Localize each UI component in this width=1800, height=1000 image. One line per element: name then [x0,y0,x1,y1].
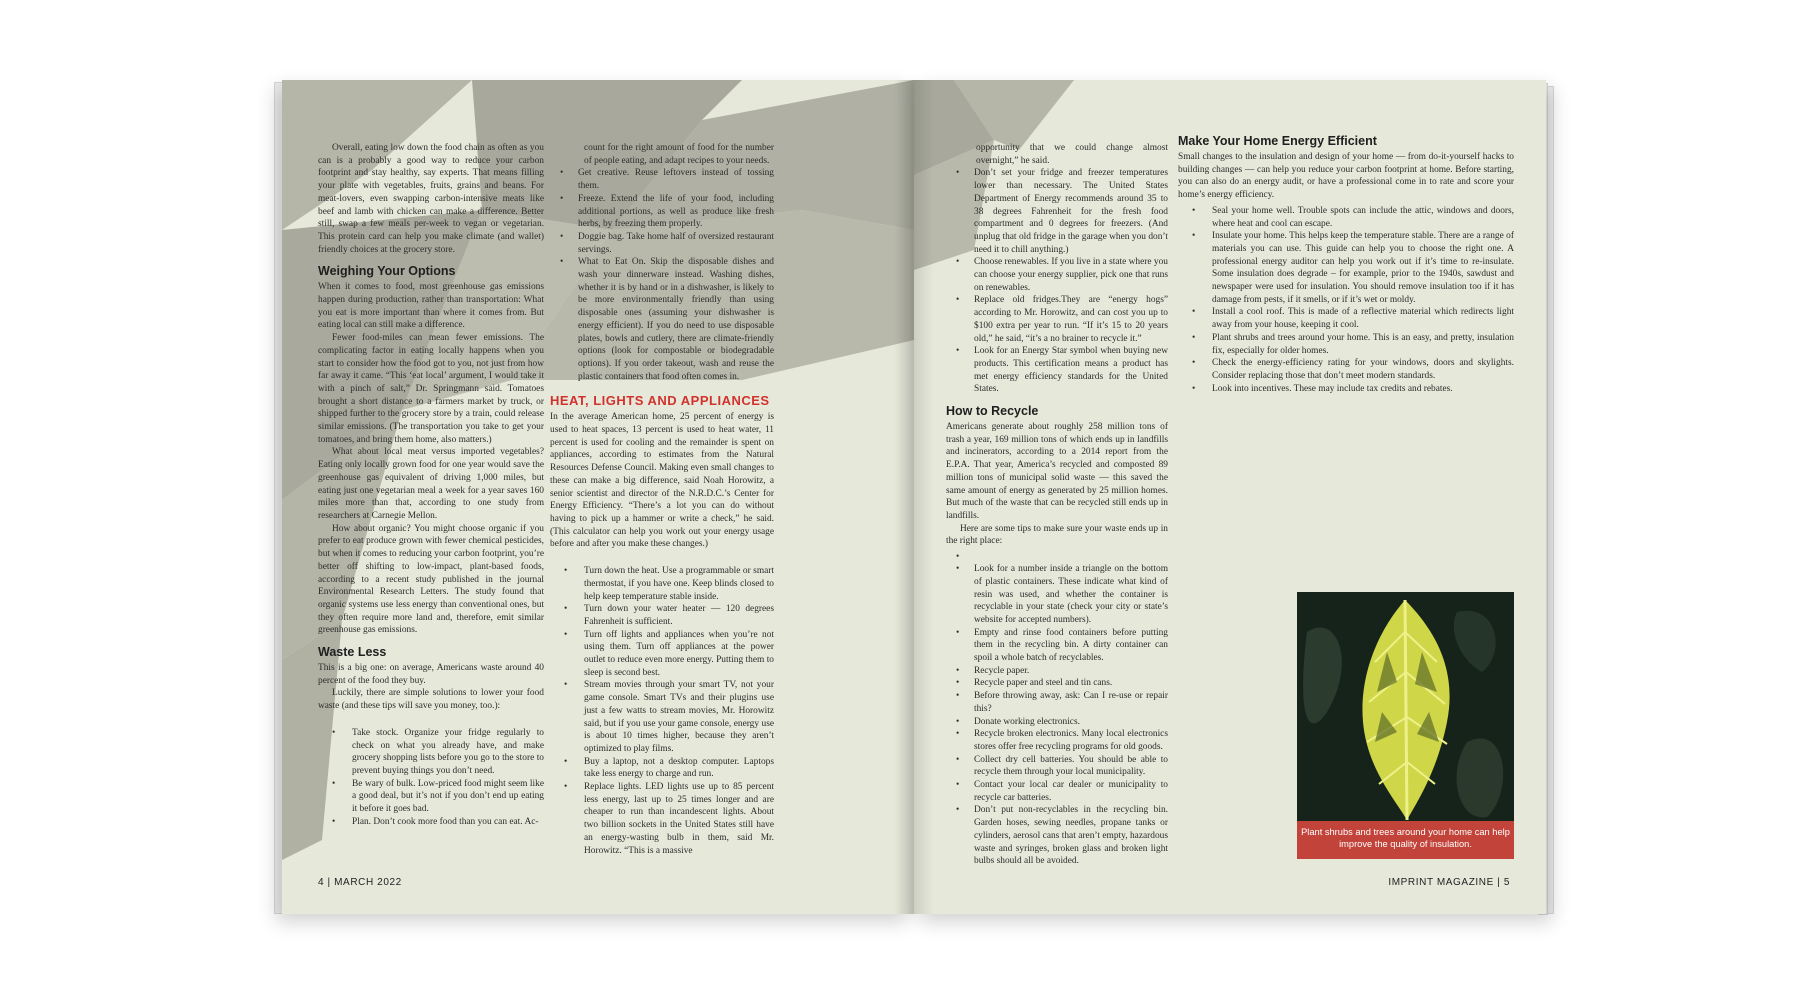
list-item: • Turn down the heat. Use a programmable or smart thermostat, if you have one. Keep blinds closed to help keep temperature stable inside. [584,565,774,603]
left-page [282,80,914,914]
list-item: • Recycle paper and steel and tin cans. [974,677,1168,690]
list-item: • Choose renewables. If you live in a state where you can choose your energy supplier, pick one that runs on renewables. [974,256,1168,294]
body-paragraph: What about local meat versus imported vegetables? Eating only locally grown food for one year would save the greenhouse gas equivalent of driving 1,000 miles, but eating just one vegetarian meal a week for a year saves 160 miles more than that, according to one study from researchers at Carnegie Mellon. [318,447,544,521]
list-item: • Look for a number inside a triangle on the bottom of plastic containers. These indicate what kind of resin was used, and whether the container is recyclable in your state (check your city or state’s website for accepted numbers). [974,563,1168,627]
recycle-tips-list [946,551,1168,868]
body-paragraph: This is a big one: on average, Americans waste around 40 percent of the food they buy. [318,663,544,686]
body-paragraph: Here are some tips to make sure your waste ends up in the right place: [946,523,1168,547]
body-paragraph: When it comes to food, most greenhouse gas emissions happen during production, rather than transportation: What you eat is more important than where it comes from. But eating local can still make a difference. [318,282,544,331]
continued-text: opportunity that we could change almost overnight,” he said. [976,143,1168,166]
heat-tips-list [550,565,774,857]
list-item: • Install a cool roof. This is made of a reflective material which redirects light away from your house, keeping it cool. [1212,306,1514,331]
list-item: • Look into incentives. These may include tax credits and rebates. [1212,383,1514,396]
right-page [914,80,1546,914]
waste-tips-list [318,727,544,829]
list-item: • Seal your home well. Trouble spots can include the attic, windows and doors, where heat and cool can escape. [1212,205,1514,230]
heading-weighing-options: Weighing Your Options [318,264,456,279]
body-paragraph: Luckily, there are simple solutions to lower your food waste (and these tips will save you money, too.): [318,688,544,712]
heading-how-to-recycle: How to Recycle [946,404,1039,419]
heading-home-energy-efficient: Make Your Home Energy Efficient [1178,134,1377,148]
list-item: • Be wary of bulk. Low-priced food might seem like a good deal, but it’s not if you don’t end up eating it before it goes bad. [352,778,544,816]
appliance-tips-list [946,167,1168,396]
list-item: • Check the energy-efficiency rating for your windows, doors and skylights. Consider replacing those that don’t meet modern standards. [1212,357,1514,382]
list-item: • Collect dry cell batteries. You should be able to recycle them through your local municipality. [974,754,1168,779]
photo-caption: Plant shrubs and trees around your home can help improve the quality of insulation. [1297,821,1514,859]
intro-paragraph: Overall, eating low down the food chain as often as you can is a probably a good way to reduce your carbon footprint and stay healthy, say experts. That means filling your plate with vegetables, fruits, grains and beans. For meat-lovers, even swapping carbon-intensive meats like beef and lamb with chicken can make a difference. Better still, swap a few meals per-week to vegan or vegetarian. This protein card can help you make climate (and wallet) friendly choices at the grocery store. [318,143,544,255]
page-folio-left: 4 | MARCH 2022 [318,877,402,888]
list-item: • Contact your local car dealer or municipality to recycle car batteries. [974,779,1168,804]
list-item: • Insulate your home. This helps keep the temperature stable. There are a range of materials you can use. This guide can help you to choose the right one. A professional energy auditor can help you work out if it’s time to re-insulate. Some insulation does degrade – for example, prior to the 1940s, sawdust and newspaper were used for insulation. You should remove insulation too if it has damage from pests, if it smells, or if it’s wet or moldy. [1212,230,1514,306]
body-paragraph: Fewer food-miles can mean fewer emissions. The complicating factor in eating locally happens when you start to consider how the food got to you, not just from how far away it came. “This ‘eat local’ argument, I would take it with a pinch of salt,” Dr. Springmann said. Tomatoes brought a short distance to a farmers market by truck, or shipped further to the grocery store by a train, could release similar emissions. (The transportation you take to get your tomatoes, and bring them home, also matters.) [318,333,544,445]
home-tips-list [1178,205,1514,396]
left-column-1 [318,142,544,828]
list-item: • Replace old fridges.They are “energy hogs” according to Mr. Horowitz, and can cost you up to $100 extra per year to run. “If it’s 15 to 20 years old,” he said, “it’s a no brainer to recycle it.” [974,294,1168,345]
magazine-spread [282,80,1552,914]
list-item: • Take stock. Organize your fridge regularly to check on what you already have, and make grocery shopping lists before you go to the store to prevent buying things you don’t need. [352,727,544,778]
list-item: • Before throwing away, ask: Can I re-use or repair this? [974,690,1168,715]
list-item: • Donate working electronics. [974,716,1168,729]
list-item: • Buy a laptop, not a desktop computer. Laptops take less energy to charge and run. [584,756,774,781]
plant-photo [1297,592,1514,859]
body-paragraph: How about organic? You might choose organic if you prefer to eat produce grown with fewer chemical pesticides, but when it comes to reducing your carbon footprint, you’re better off shifting to low-impact, plant-based foods, according to a recent study published in the journal Environmental Research Letters. The study found that organic systems use less energy than conventional ones, but they often require more land and, therefore, emit similar greenhouse gas emissions. [318,523,544,636]
list-item: • Don’t set your fridge and freezer temperatures lower than necessary. The United States Department of Energy recommends around 35 to 38 degrees Fahrenheit for the fresh food compartment and 0 degrees for freezers. (And unplug that old fridge in the garage when you don’t need it to chill anything.) [974,167,1168,256]
page-folio-right: IMPRINT MAGAZINE | 5 [1388,877,1510,888]
list-item: • What to Eat On. Skip the disposable dishes and wash your dinnerware instead. Washing dishes, whether it is by hand or in a dishwasher, is likely to be more environmentally friendly than using disposable ones (assuming your dishwasher is energy efficient). If you do need to use disposable plates, bowls and cutlery, there are climate-friendly options (look for compostable or biodegradable options). If you order takeout, wash and reuse the plastic containers that food often comes in. [578,256,774,383]
heading-heat-lights-appliances: HEAT, LIGHTS AND APPLIANCES [550,393,770,409]
list-item: • Stream movies through your smart TV, not your game console. Smart TVs and their plugins use just a few watts to stream movies, Mr. Horowitz said, but if you use your game console, energy use is about 10 times higher, because they aren’t optimized to play films. [584,679,774,755]
body-paragraph: Americans generate about roughly 258 million tons of trash a year, 169 million tons of which ends up in landfills and incinerators, according to a 2014 report from the E.P.A. That year, America’s recycled and composted 89 million tons of municipal solid waste — this saved the same amount of energy as generated by 25 million homes. But much of the waste that can be recycled still ends up in landfills. [946,422,1168,521]
list-item: • Plan. Don’t cook more food than you can eat. Ac- [352,816,544,829]
list-item: • Look for an Energy Star symbol when buying new products. This certification means a product has met energy efficiency standards for the United States. [974,345,1168,396]
list-item: • Empty and rinse food containers before putting them in the recycling bin. A dirty container can spoil a whole batch of recyclables. [974,627,1168,665]
body-paragraph: In the average American home, 25 percent of energy is used to heat spaces, 13 percent is used to heat water, 11 percent is used for cooling and the remainder is spent on appliances, according to estimates from the Natural Resources Defense Council. Making even small changes to these can make a big difference, said Noah Horowitz, a senior scientist and director of the N.R.D.C.’s Center for Energy Efficiency. “There’s a lot you can do without having to pick up a hammer or write a check,” he said. (This calculator can help you work out your energy usage before and after you make these changes.) [550,412,774,550]
list-item: • Plant shrubs and trees around your home. This is an easy, and pretty, insulation fix, especially for older homes. [1212,332,1514,357]
leaf-illustration [1297,592,1514,822]
list-item: • Get creative. Reuse leftovers instead of tossing them. [578,167,774,192]
list-item: • Freeze. Extend the life of your food, including additional portions, as well as produce like fresh herbs, by freezing them properly. [578,193,774,231]
list-item: • Turn down your water heater — 120 degrees Fahrenheit is sufficient. [584,603,774,628]
list-item: • Turn off lights and appliances when you’re not using them. Turn off appliances at the power outlet to reduce even more energy. Putting them to sleep is second best. [584,629,774,680]
right-column-1 [946,142,1168,868]
leftover-tips-list [550,167,774,383]
right-column-2 [1178,134,1514,395]
list-item: • Doggie bag. Take home half of oversized restaurant servings. [578,231,774,256]
continued-text: count for the right amount of food for the number of people eating, and adapt recipes to your needs. [584,143,774,166]
heading-waste-less: Waste Less [318,645,387,660]
body-paragraph: Small changes to the insulation and design of your home — from do-it-yourself hacks to building changes — can help you reduce your carbon footprint at home. Before starting, you can also do an energy audit, or have a professional come in to rate and score your home’s energy efficiency. [1178,152,1514,201]
list-item: • Don’t put non-recyclables in the recycling bin. Garden hoses, sewing needles, propane tanks or cylinders, aerosol cans that aren’t empty, hazardous waste and syringes, broken glass and broken light bulbs should all be avoided. [974,804,1168,868]
list-item: • Recycle paper. [974,665,1168,678]
left-column-2 [550,142,774,857]
list-item: • Recycle broken electronics. Many local electronics stores offer free recycling programs for old goods. [974,728,1168,753]
list-item: • Replace lights. LED lights use up to 85 percent less energy, last up to 25 times longer and are cheaper to run than incandescent lights. About two billion sockets in the United States still have an energy-wasting bulb in them, said Mr. Horowitz. “This is a massive [584,781,774,857]
list-item [974,551,1168,563]
